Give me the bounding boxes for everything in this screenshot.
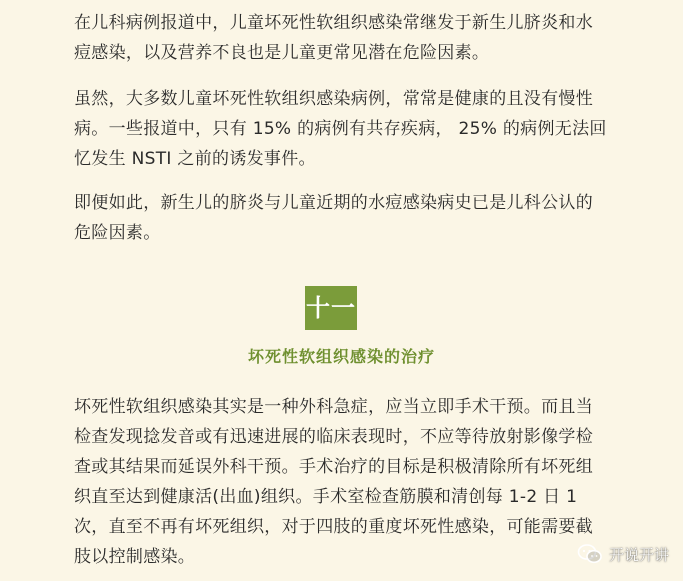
paragraph-risk-factors: 在儿科病例报道中，儿童坏死性软组织感染常继发于新生儿脐炎和水痘感染，以及营养不良也是儿童更常见潜在危险因素。: [74, 13, 593, 63]
section-number-badge: 十一: [305, 286, 357, 330]
watermark-text: 开说开讲: [608, 545, 669, 564]
section-title: 坏死性软组织感染的治疗: [247, 347, 435, 366]
paragraph-treatment: 坏死性软组织感染其实是一种外科急症，应当立即手术干预。而且当检查发现捻发音或有迅速进展的临床表现时，不应等待放射影像学检查或其结果而延误外科干预。手术治疗的目标是积极清除所有坏死组织直至达到健康活(出血)组织。手术室检查筋膜和清创每 1-2 日 1 次，直至不再有坏死组织，对于四肢的重度坏死性感染，可能需要截肢以控制感染。: [74, 397, 593, 567]
paragraph-comorbidity: 虽然，大多数儿童坏死性软组织感染病例，常常是健康的且没有慢性病。一些报道中，只有 15% 的病例有共存疾病， 25% 的病例无法回忆发生 NSTI 之前的诱发事件。: [74, 89, 607, 169]
paragraph-recognized-risk: 即便如此，新生儿的脐炎与儿童近期的水痘感染病史已是儿科公认的危险因素。: [74, 193, 593, 243]
watermark: [577, 541, 669, 567]
wechat-icon: [577, 543, 603, 565]
